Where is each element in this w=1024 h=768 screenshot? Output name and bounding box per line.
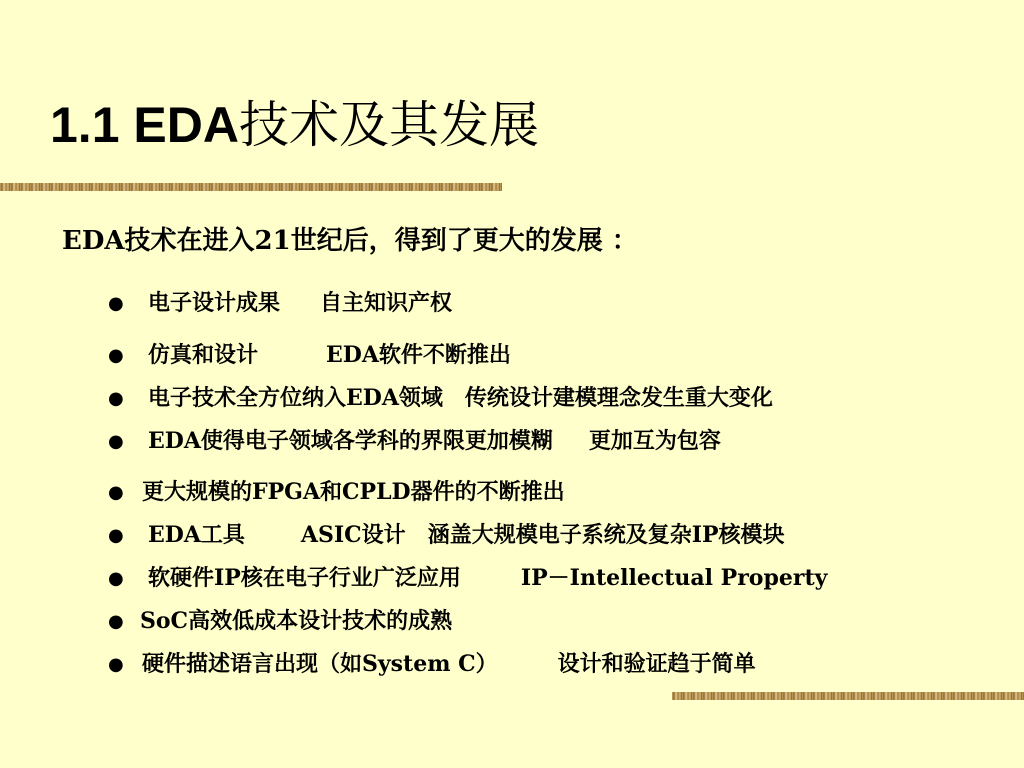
item-text: 仿真和设计 bbox=[148, 342, 259, 368]
item-text: 更加互为包容 bbox=[588, 428, 721, 454]
item-text: ASIC设计 bbox=[300, 522, 406, 548]
item-text: 设计和验证趋于简单 bbox=[557, 651, 756, 677]
bullet-icon: ● bbox=[108, 293, 124, 314]
item-text: IP－Intellectual Property bbox=[520, 565, 828, 591]
item-text: 硬件描述语言出现（如System C） bbox=[142, 651, 498, 677]
list-item bbox=[108, 288, 452, 319]
list-item bbox=[108, 649, 756, 680]
item-text: 电子设计成果 bbox=[148, 290, 281, 316]
bullet-icon: ● bbox=[108, 345, 124, 366]
title-prefix: 1.1 EDA bbox=[50, 97, 239, 153]
list-item bbox=[108, 383, 773, 414]
decorative-rule-top bbox=[0, 183, 502, 191]
bullet-icon: ● bbox=[108, 611, 124, 632]
bullet-icon: ● bbox=[108, 525, 124, 546]
item-text: SoC高效低成本设计技术的成熟 bbox=[140, 608, 453, 634]
list-item bbox=[108, 606, 452, 637]
item-text: 电子技术全方位纳入EDA领域 bbox=[148, 385, 443, 411]
item-text: 传统设计建模理念发生重大变化 bbox=[464, 385, 773, 411]
list-item bbox=[108, 520, 785, 551]
slide-title bbox=[50, 90, 539, 160]
item-text: 自主知识产权 bbox=[320, 290, 453, 316]
title-cjk: 技术及其发展 bbox=[238, 96, 539, 154]
list-item bbox=[108, 340, 511, 371]
item-text: EDA工具 bbox=[148, 522, 245, 548]
bullet-icon: ● bbox=[108, 431, 124, 452]
item-text: EDA使得电子领域各学科的界限更加模糊 bbox=[148, 428, 553, 454]
list-item bbox=[108, 426, 721, 457]
list-item bbox=[108, 477, 565, 508]
decorative-rule-bottom bbox=[672, 692, 1024, 700]
item-text: 涵盖大规模电子系统及复杂IP核模块 bbox=[427, 522, 785, 548]
item-text: 软硬件IP核在电子行业广泛应用 bbox=[148, 565, 461, 591]
intro-text: EDA技术在进入21世纪后，得到了更大的发展 ： bbox=[62, 226, 638, 256]
bullet-icon: ● bbox=[108, 482, 124, 503]
item-text: 更大规模的FPGA和CPLD器件的不断推出 bbox=[142, 479, 565, 505]
bullet-icon: ● bbox=[108, 388, 124, 409]
bullet-icon: ● bbox=[108, 654, 124, 675]
item-text: EDA软件不断推出 bbox=[326, 342, 511, 368]
list-item bbox=[108, 563, 827, 594]
bullet-icon: ● bbox=[108, 568, 124, 589]
